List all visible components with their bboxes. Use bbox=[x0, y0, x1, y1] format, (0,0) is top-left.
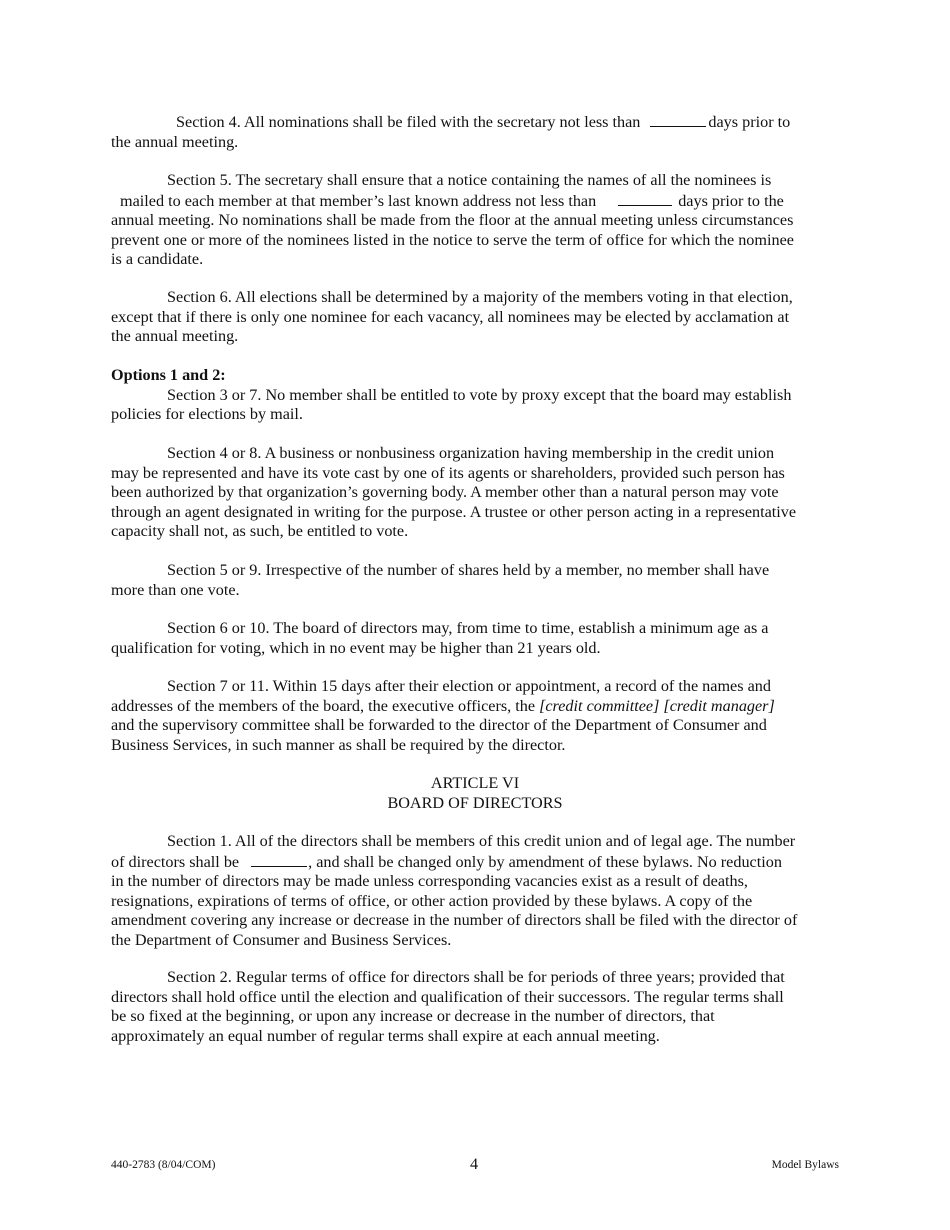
text-line: approximately an equal number of regular terms shall expire at each annual meeting. bbox=[111, 1026, 660, 1045]
text-line: Section 6. All elections shall be determined by a majority of the members voting in that election, bbox=[167, 288, 793, 306]
article-heading bbox=[111, 774, 839, 813]
blank-directors-count-field[interactable] bbox=[251, 852, 307, 867]
text-line: be so fixed at the beginning, or upon any increase or decrease in the number of directors, that bbox=[111, 1007, 715, 1025]
section-6-paragraph bbox=[111, 288, 839, 347]
text-line: more than one vote. bbox=[111, 580, 240, 599]
directors-text-start: of directors shall be bbox=[111, 852, 240, 871]
text-line: Section 4 or 8. A business or nonbusiness organization having membership in the credit union bbox=[167, 444, 775, 462]
options-paragraph bbox=[111, 366, 839, 425]
text-line: the annual meeting. bbox=[111, 132, 239, 151]
text-line: Section 5 or 9. Irrespective of the number of shares held by a member, no member shall have bbox=[167, 561, 770, 579]
text-line: Section 3 or 7. No member shall be entitled to vote by proxy except that the board may establish bbox=[167, 385, 792, 404]
text-line: resignations, expirations of terms of office, or other action provided by these bylaws. A copy of the bbox=[111, 891, 753, 910]
directors-text-end: , and shall be changed only by amendment of these bylaws. No reduction bbox=[308, 852, 782, 871]
credit-committee-option: [credit committee] [credit manager] bbox=[539, 696, 775, 715]
section-5-paragraph bbox=[111, 171, 839, 270]
footer-page-number: 4 bbox=[470, 1155, 479, 1173]
section-5-text-start: mailed to each member at that member’s last known address not less than bbox=[120, 191, 597, 210]
text-line: Section 7 or 11. Within 15 days after their election or appointment, a record of the names and bbox=[167, 677, 771, 695]
section-5-or-9-paragraph bbox=[111, 561, 839, 600]
options-heading: Options 1 and 2: bbox=[111, 366, 226, 384]
section-7-text-start: addresses of the members of the board, the executive officers, the bbox=[111, 696, 536, 715]
section-4-text-start: Section 4. All nominations shall be filed with the secretary not less than bbox=[176, 113, 641, 131]
text-line: the annual meeting. bbox=[111, 327, 239, 345]
text-line: been authorized by that organization’s governing body. A member other than a natural person may vote bbox=[111, 483, 779, 501]
section-5-text-end: days prior to the bbox=[678, 191, 784, 210]
article-title: BOARD OF DIRECTORS bbox=[387, 793, 563, 812]
text-line: annual meeting. No nominations shall be made from the floor at the annual meeting unless circumstances bbox=[111, 211, 794, 229]
text-line: amendment covering any increase or decrease in the number of directors shall be filed with the director of bbox=[111, 911, 798, 929]
text-line: Business Services, in such manner as shall be required by the director. bbox=[111, 735, 566, 754]
text-line: the Department of Consumer and Business Services. bbox=[111, 930, 452, 949]
footer-doc-title: Model Bylaws bbox=[771, 1159, 839, 1171]
text-line: qualification for voting, which in no event may be higher than 21 years old. bbox=[111, 638, 601, 657]
blank-days-field[interactable] bbox=[650, 112, 706, 127]
section-4-or-8-paragraph bbox=[111, 444, 839, 542]
blank-days-field[interactable] bbox=[618, 191, 672, 206]
text-line: in the number of directors may be made unless corresponding vacancies exist as a result of deaths, bbox=[111, 872, 748, 890]
text-line: directors shall hold office until the election and qualification of their successors. The regular terms shall bbox=[111, 987, 784, 1006]
text-line: may be represented and have its vote cast by one of its agents or shareholders, provided such person has bbox=[111, 463, 785, 482]
article-number: ARTICLE VI bbox=[430, 774, 520, 792]
text-line: is a candidate. bbox=[111, 250, 204, 268]
text-line: through an agent designated in writing for the purpose. A trustee or other person acting in a representative bbox=[111, 502, 797, 521]
section-4-paragraph bbox=[111, 112, 839, 152]
text-line: except that if there is only one nominee for each vacancy, all nominees may be elected by acclamation at bbox=[111, 307, 790, 326]
section-7-or-11-paragraph bbox=[111, 677, 839, 755]
article-6-section-1-paragraph bbox=[111, 832, 839, 950]
text-line: Section 5. The secretary shall ensure that a notice containing the names of all the nominees is bbox=[167, 171, 772, 189]
text-line: prevent one or more of the nominees listed in the notice to serve the term of office for which the nominee bbox=[111, 230, 794, 249]
text-line: Section 2. Regular terms of office for directors shall be for periods of three years; provided that bbox=[167, 968, 785, 986]
section-6-or-10-paragraph bbox=[111, 619, 839, 658]
section-4-text-end: days prior to bbox=[708, 113, 791, 131]
text-line: and the supervisory committee shall be forwarded to the director of the Department of Consumer and bbox=[111, 716, 767, 734]
article-6-section-2-paragraph bbox=[111, 968, 839, 1046]
text-line: policies for elections by mail. bbox=[111, 405, 303, 423]
text-line: Section 6 or 10. The board of directors may, from time to time, establish a minimum age as a bbox=[167, 619, 769, 637]
footer-form-number: 440-2783 (8/04/COM) bbox=[111, 1159, 216, 1171]
text-line: capacity shall not, as such, be entitled to vote. bbox=[111, 522, 409, 540]
text-line: Section 1. All of the directors shall be members of this credit union and of legal age. The number bbox=[167, 832, 796, 850]
